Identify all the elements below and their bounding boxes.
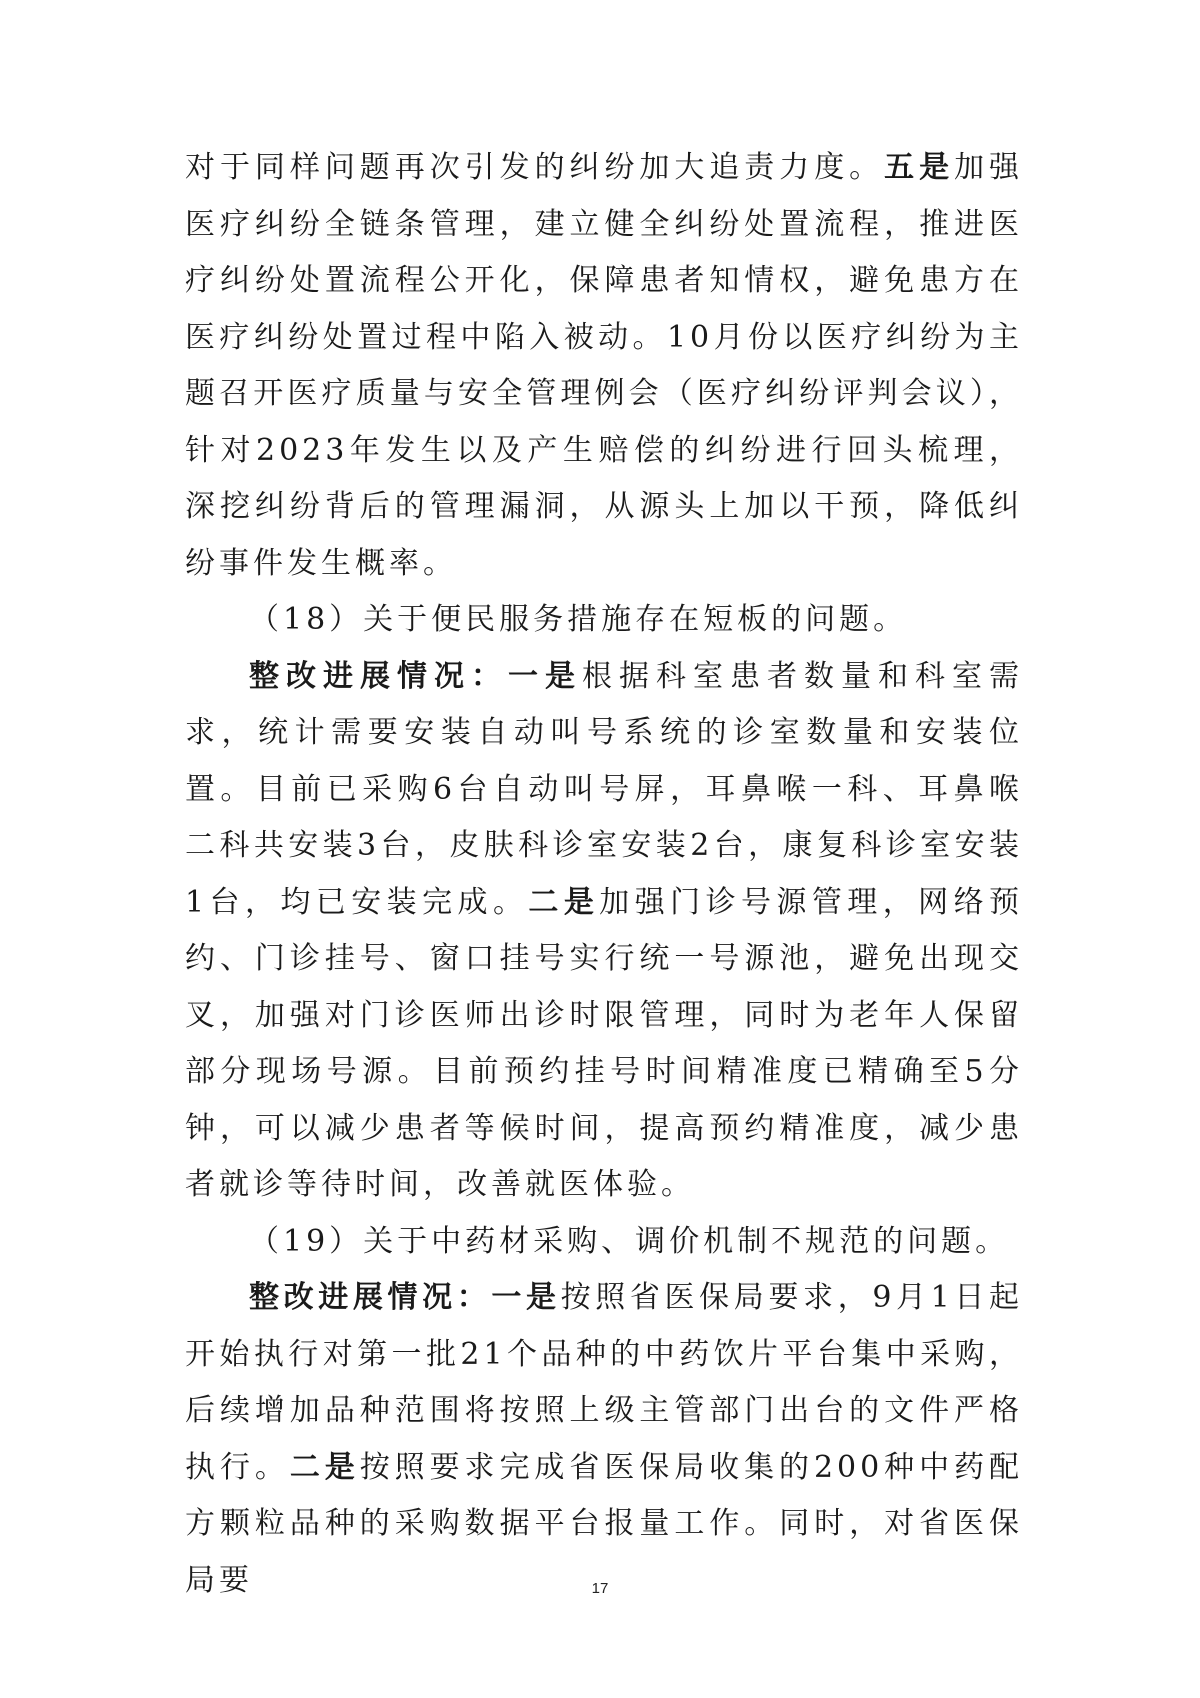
- paragraph-progress-19: [185, 1270, 1023, 1609]
- paragraph-text: 根据科室患者数量和科室需求，统计需要安装自动叫号系统的诊室数量和安装位置。目前已采购6台自动叫号屏，耳鼻喉一科、耳鼻喉二科共安装3台，皮肤科诊室安装2台，康复科诊室安装1台，均已安装完成。: [185, 658, 1023, 920]
- bold-lead: 二是: [289, 1449, 360, 1485]
- paragraph-text: 按照要求完成省医保局收集的200种中药配方颗粒品种的采购数据平台报量工作。同时，对省医保局要: [185, 1449, 1024, 1598]
- bold-lead: 二是: [528, 884, 600, 920]
- document-body: [185, 140, 1023, 1609]
- bold-lead: 整改进展情况：: [249, 658, 508, 694]
- bold-lead: 五是: [884, 150, 955, 185]
- paragraph-text: 加强门诊号源管理，网络预约、门诊挂号、窗口挂号实行统一号源池，避免出现交叉，加强对门诊医师出诊时限管理，同时为老年人保留部分现场号源。目前预约挂号时间精准度已精确至5分钟，可以减少患者等候时间，提高预约精准度，减少患者就诊等待时间，改善就医体验。: [185, 884, 1024, 1202]
- section-heading-19: [185, 1214, 1023, 1271]
- paragraph-text: 对于同样问题再次引发的纠纷加大追责力度。: [185, 150, 885, 185]
- bold-lead: 一是: [491, 1280, 561, 1315]
- bold-lead: 整改进展情况：: [249, 1280, 492, 1315]
- section-heading-text: （19）关于中药材采购、调价机制不规范的问题。: [249, 1223, 1010, 1259]
- paragraph-continuation: [185, 140, 1023, 592]
- paragraph-text: 加强医疗纠纷全链条管理，建立健全纠纷处置流程，推进医疗纠纷处置流程公开化，保障患者知情权，避免患方在医疗纠纷处置过程中陷入被动。10月份以医疗纠纷为主题召开医疗质量与安全管理例会（医疗纠纷评判会议），针对2023年发生以及产生赔偿的纠纷进行回头梳理，深挖纠纷背后的管理漏洞，从源头上加以干预，降低纠纷事件发生概率。: [185, 150, 1024, 581]
- bold-lead: 一是: [508, 658, 582, 694]
- paragraph-text: 按照省医保局要求，9月1日起开始执行对第一批21个品种的中药饮片平台集中采购，后续增加品种范围将按照上级主管部门出台的文件严格执行。: [185, 1280, 1024, 1485]
- section-heading-text: （18）关于便民服务措施存在短板的问题。: [249, 602, 908, 637]
- paragraph-progress-18: [185, 649, 1023, 1214]
- page-number: 17: [591, 1580, 609, 1597]
- section-heading-18: [185, 592, 1023, 649]
